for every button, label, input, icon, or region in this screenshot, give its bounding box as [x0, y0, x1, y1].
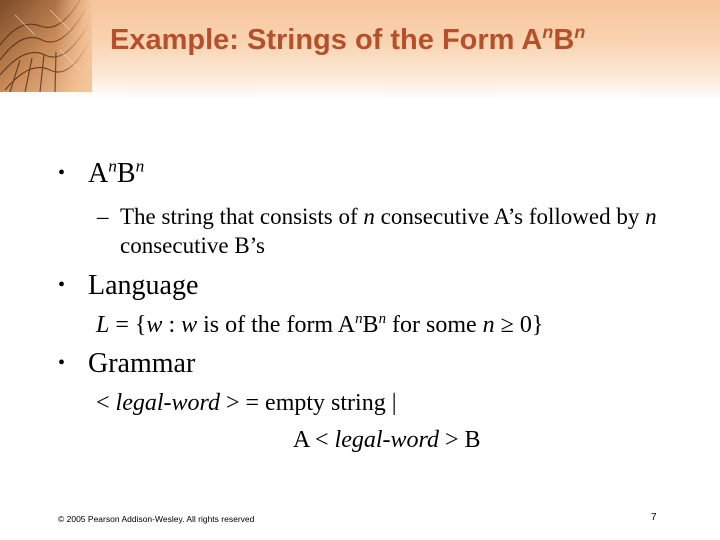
- slide-title: Example: Strings of the Form $A^nB^n$: [110, 22, 586, 56]
- description-text: The string that consists of n consecutive A’s followed by n consecutive B’s: [120, 204, 657, 258]
- bullet-icon: •: [58, 162, 66, 184]
- bullet-anbn: • $A^nB^n$: [58, 156, 145, 189]
- grammar-rule-line-1: < legal-word > = empty string |: [96, 390, 397, 416]
- bullet-icon: •: [58, 274, 66, 296]
- header-photo: [0, 0, 92, 92]
- dash-marker: –: [97, 204, 109, 229]
- bullet-grammar: • Grammar: [58, 348, 196, 379]
- language-definition: L = {w : w is of the form $A^nB^n$ for some n ≥ 0}: [96, 311, 544, 338]
- bullet-language: • Language: [58, 270, 199, 301]
- bullet-icon: •: [58, 352, 66, 374]
- footer-copyright: © 2005 Pearson Addison-Wesley. All rights reserved: [58, 514, 255, 524]
- page-number: 7: [651, 512, 657, 523]
- grammar-rule-line-2: A < legal-word > B: [293, 427, 481, 453]
